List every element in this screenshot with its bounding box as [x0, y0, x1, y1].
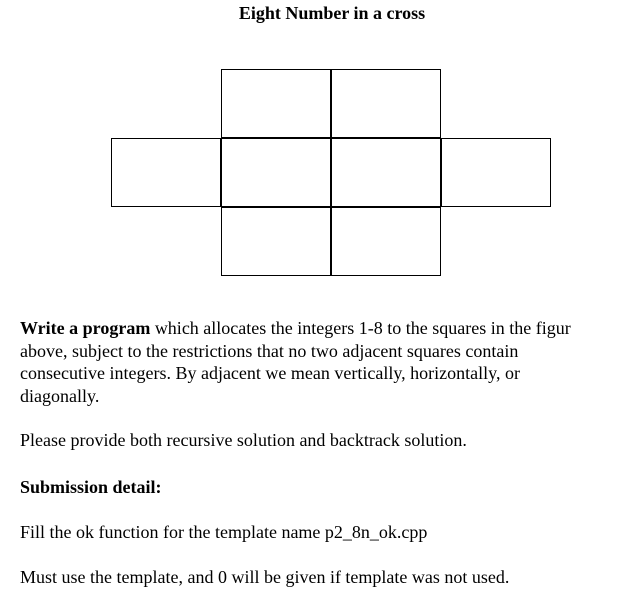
template-instruction: Fill the ok function for the template name p2_8n_ok.cpp — [20, 522, 428, 542]
cross-square-bottom-right — [331, 207, 441, 276]
cross-square-bottom-left — [221, 207, 331, 276]
submission-heading — [20, 476, 162, 499]
cross-square-middle-left — [221, 138, 331, 207]
problem-line-2: above, subject to the restrictions that no two adjacent squares contain — [20, 340, 519, 361]
cross-square-middle-right — [331, 138, 441, 207]
problem-statement — [20, 317, 571, 407]
page-title: Eight Number in a cross — [238, 3, 426, 23]
submission-heading-text: Submission detail: — [20, 477, 162, 497]
cross-square-top-left — [221, 69, 331, 138]
problem-line-1 — [20, 317, 571, 340]
template-warning: Must use the template, and 0 will be given if template was not used. — [20, 567, 510, 587]
solutions-requirement: Please provide both recursive solution and backtrack solution. — [20, 430, 467, 450]
problem-lead: Write a program — [20, 318, 151, 338]
problem-line-4: diagonally. — [20, 385, 100, 406]
cross-square-middle-far-right — [441, 138, 551, 207]
problem-line-1-text: which allocates the integers 1-8 to the squares in the figur — [150, 318, 571, 338]
cross-square-top-right — [331, 69, 441, 138]
cross-square-middle-far-left — [111, 138, 221, 207]
problem-line-3: consecutive integers. By adjacent we mean vertically, horizontally, or — [20, 363, 520, 383]
